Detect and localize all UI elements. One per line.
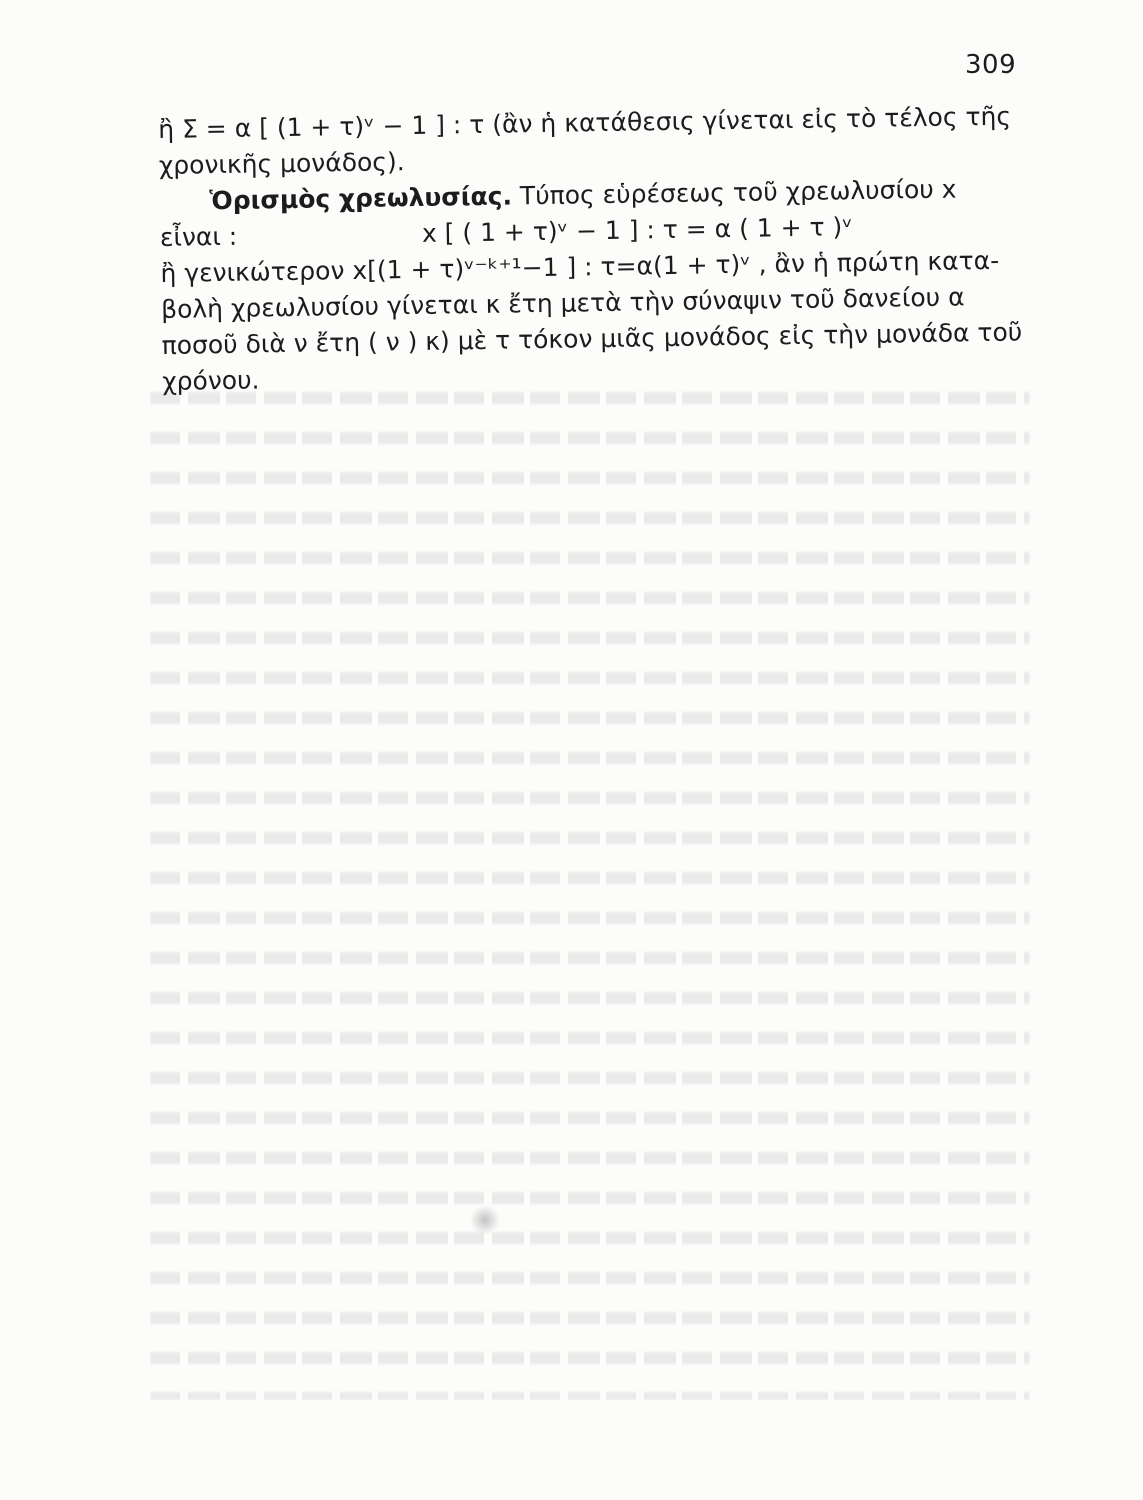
- line-6-text: βολὴ χρεωλυσίου γίνεται κ ἔτη μετὰ τὴν σύναψιν τοῦ δανείου α: [160, 282, 965, 324]
- definition-heading: Ὁρισμὸς χρεωλυσίας.: [209, 181, 513, 216]
- line-5-text: ἢ γενικώτερον x[(1 + τ)ᵛ⁻ᵏ⁺¹−1 ] : τ=α(1 + τ)ᵛ , ἂν ἡ πρώτη κατα-: [160, 245, 1000, 288]
- body-text: [158, 98, 1022, 399]
- line-1-text: ἢ Σ = α [ (1 + τ)ᵛ − 1 ] : τ (ἂν ἡ κατάθεσις γίνεται εἰς τὸ τέλος τῆς: [158, 101, 1012, 144]
- amortization-formula: x [ ( 1 + τ)ᵛ − 1 ] : τ = α ( 1 + τ )ᵛ: [421, 212, 853, 248]
- bleed-through-background: [150, 370, 1030, 1400]
- line-3-text: Τύπος εὑρέσεως τοῦ χρεωλυσίου x: [519, 174, 957, 211]
- line-4-text: εἶναι :: [159, 221, 238, 252]
- line-8-text: χρόνου.: [162, 365, 260, 396]
- page-number: 309: [965, 50, 1017, 80]
- line-2-text: χρονικῆς μονάδος).: [158, 147, 405, 180]
- ink-smudge: [470, 1205, 500, 1235]
- line-7-text: ποσοῦ διὰ ν ἔτη ( ν ) κ) μὲ τ τόκον μιᾶς μονάδος εἰς τὴν μονάδα τοῦ: [161, 317, 1023, 360]
